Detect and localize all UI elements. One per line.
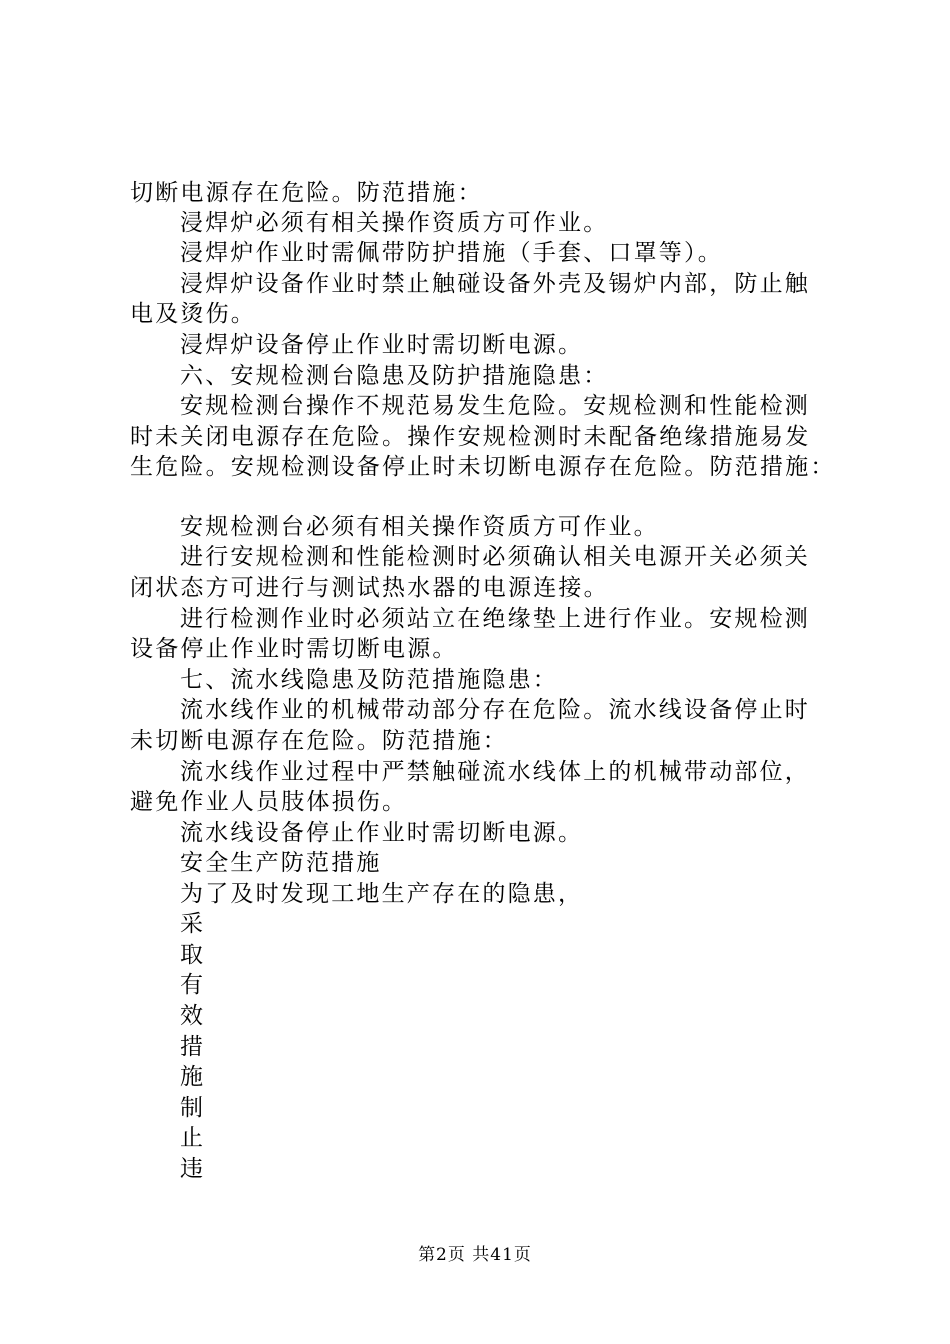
text-line-3: 浸焊炉作业时需佩带防护措施（手套、口罩等）。 <box>180 240 723 266</box>
text-line-6: 浸焊炉设备停止作业时需切断电源。 <box>180 332 584 358</box>
vertical-char: 措 <box>180 1034 203 1060</box>
text-line-19: 流水线作业过程中严禁触碰流水线体上的机械带动部位， <box>180 759 810 785</box>
text-line-20: 避免作业人员肢体损伤。 <box>130 789 408 815</box>
text-line-9: 时未关闭电源存在危险。操作安规检测时未配备绝缘措施易发 <box>130 424 811 450</box>
vertical-char: 取 <box>180 942 203 968</box>
text-line-16: 七、流水线隐患及防范措施隐患： <box>180 667 558 693</box>
text-line-4: 浸焊炉设备作业时禁止触碰设备外壳及锡炉内部，防止触 <box>180 271 810 297</box>
page-footer: 第2页 共41页 <box>418 1245 532 1265</box>
text-line-17: 流水线作业的机械带动部分存在危险。流水线设备停止时 <box>180 697 810 723</box>
text-line-12: 进行安规检测和性能检测时必须确认相关电源开关必须关 <box>180 544 810 570</box>
text-line-23: 为了及时发现工地生产存在的隐患， <box>180 881 584 907</box>
text-line-7: 六、安规检测台隐患及防护措施隐患： <box>180 363 609 389</box>
text-line-10: 生危险。安规检测设备停止时未切断电源存在危险。防范措施： <box>130 454 836 480</box>
vertical-char: 采 <box>180 911 203 937</box>
text-line-2: 浸焊炉必须有相关操作资质方可作业。 <box>180 210 609 236</box>
text-line-22: 安全生产防范措施 <box>180 850 382 876</box>
vertical-char: 效 <box>180 1003 203 1029</box>
text-line-11: 安规检测台必须有相关操作资质方可作业。 <box>180 514 659 540</box>
text-line-18: 未切断电源存在危险。防范措施： <box>130 728 508 754</box>
text-line-21: 流水线设备停止作业时需切断电源。 <box>180 820 584 846</box>
text-line-13: 闭状态方可进行与测试热水器的电源连接。 <box>130 575 609 601</box>
vertical-char: 有 <box>180 972 203 998</box>
vertical-char: 违 <box>180 1156 203 1182</box>
vertical-char: 制 <box>180 1095 203 1121</box>
text-line-15: 设备停止作业时需切断电源。 <box>130 636 458 662</box>
vertical-char: 施 <box>180 1064 203 1090</box>
text-line-14: 进行检测作业时必须站立在绝缘垫上进行作业。安规检测 <box>180 606 810 632</box>
text-line-8: 安规检测台操作不规范易发生危险。安规检测和性能检测 <box>180 393 810 419</box>
text-line-1: 切断电源存在危险。防范措施： <box>130 180 483 206</box>
text-line-5: 电及烫伤。 <box>130 301 256 327</box>
vertical-char: 止 <box>180 1125 203 1151</box>
